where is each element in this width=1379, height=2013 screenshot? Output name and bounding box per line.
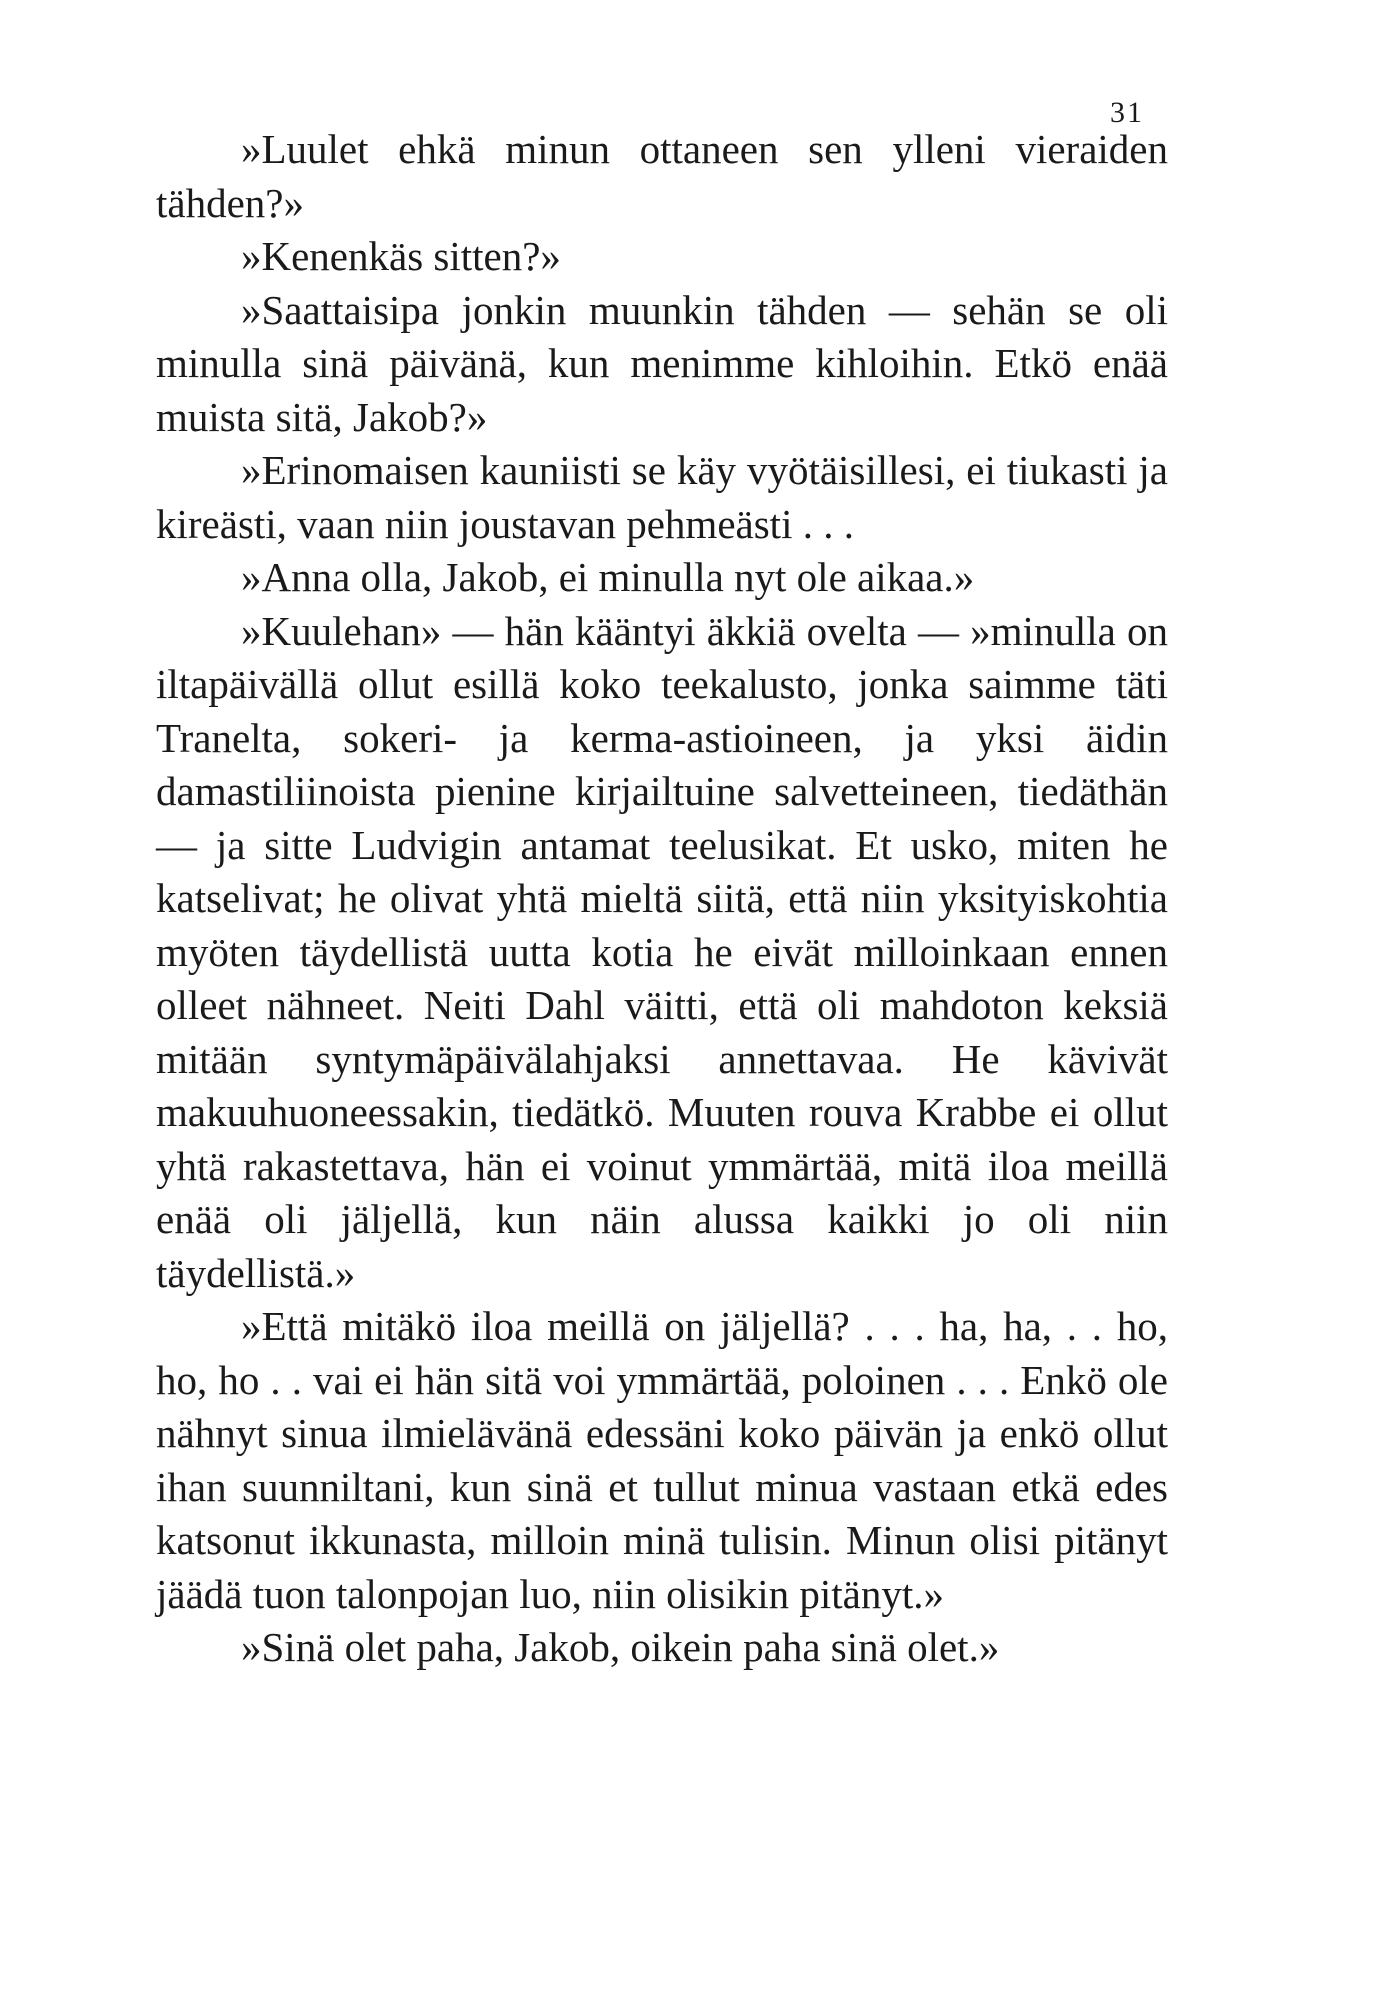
body-text (156, 123, 1168, 1675)
paragraph-2: »Kenenkäs sitten?» (241, 233, 561, 279)
paragraph-3: »Saattaisipa jonkin muunkin tähden — sehän se oli minulla sinä päivänä, kun menimme kihloihin. Etkö enää muista sitä, Jakob?» (156, 286, 1168, 440)
paragraph-6: »Kuulehan» — hän kääntyi äkkiä ovelta — »minulla on iltapäivällä ollut esillä koko teekalusto, jonka saimme täti Tranelta, sokeri- ja kerma-astioineen, ja yksi äidin damastiliinoista pienine kirjailtuine salvetteineen, tiedäthän — ja sitte Ludvigin antamat teelusikat. Et usko, miten he katselivat; he olivat yhtä mieltä siitä, että niin yksityiskohtia myöten täydellistä uutta kotia he eivät milloinkaan ennen olleet nähneet. Neiti Dahl väitti, että oli mahdoton keksiä mitään syntymäpäivälahjaksi annettavaa. He kävivät makuuhuoneessakin, tiedätkö. Muuten rouva Krabbe ei ollut yhtä rakastettava, hän ei voinut ymmärtää, mitä iloa meillä enää oli jäljellä, kun näin alussa kaikki jo oli niin täydellistä.» (156, 607, 1168, 1296)
paragraph-5: »Anna olla, Jakob, ei minulla nyt ole aikaa.» (241, 554, 975, 600)
page-number: 31 (1110, 96, 1144, 129)
paragraph-7: »Että mitäkö iloa meillä on jäljellä? . . . ha, ha, . . ho, ho, ho . . vai ei hän sitä voi ymmärtää, poloinen . . . Enkö ole nähnyt sinua ilmielävänä edessäni koko päivän ja enkö ollut ihan suunniltani, kun sinä et tullut minua vastaan etkä edes katsonut ikkunasta, milloin minä tulisin. Minun olisi pitänyt jäädä tuon talonpojan luo, niin olisikin pitänyt.» (156, 1303, 1168, 1617)
paragraph-8: »Sinä olet paha, Jakob, oikein paha sinä olet.» (241, 1624, 1000, 1670)
paragraph-1: »Luulet ehkä minun ottaneen sen ylleni vieraiden tähden?» (156, 126, 1168, 226)
paragraph-4: »Erinomaisen kauniisti se käy vyötäisillesi, ei tiukasti ja kireästi, vaan niin joustavan pehmeästi . . . (156, 447, 1168, 547)
